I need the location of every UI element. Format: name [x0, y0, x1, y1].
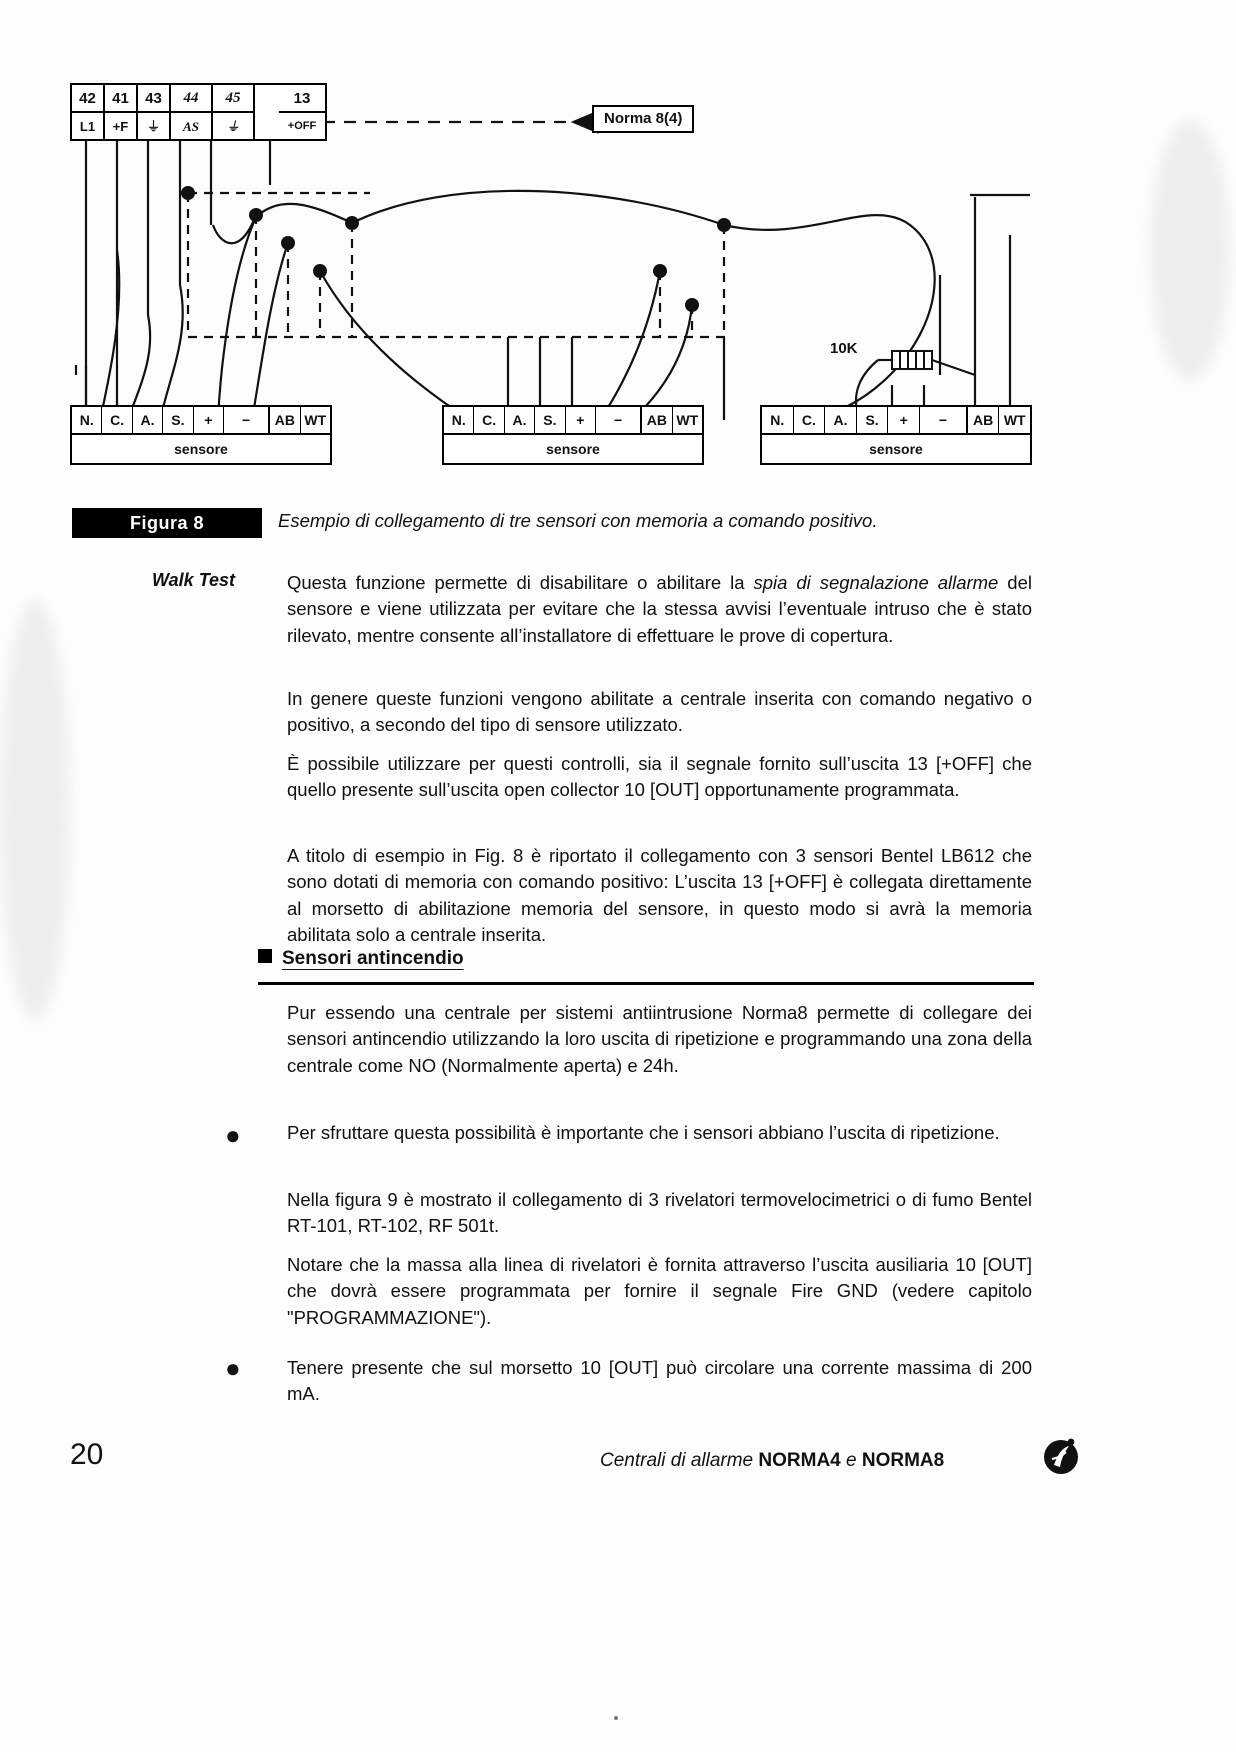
resistor-value-label: 10K [830, 340, 858, 357]
walk-test-heading: Walk Test [152, 570, 236, 590]
sensor-label: sensore [174, 441, 228, 457]
sensor-terminal-row: N. C. A. S. + − AB WT [444, 407, 702, 435]
walk-test-paragraph-3 [287, 751, 1032, 820]
ground-icon: ⏚ [226, 118, 240, 134]
sensor-block-1 [70, 405, 332, 465]
figure-8-wiring-diagram [70, 75, 1030, 475]
sensor-label: sensore [546, 441, 600, 457]
terminal-13: 13 +OFF [279, 85, 325, 139]
fire-bullet-1 [287, 1120, 1032, 1162]
control-panel-terminal-strip [70, 83, 327, 141]
scan-speck [614, 1716, 618, 1720]
figure-caption-text: Esempio di collegamento di tre sensori con memoria a comando positivo. [278, 510, 878, 531]
page-number: 20 [70, 1438, 104, 1471]
wt-p1-part-b: del sensore e viene utilizzata per evitare che la stessa avvisi l’eventuale intruso che è stato rilevato, mentre consente all’installatore di effettuare le prove di copertura. [287, 572, 1032, 646]
sensor-block-2 [442, 405, 704, 465]
fire-b2: Tenere presente che sul morsetto 10 [OUT] può circolare una corrente massima di 200 mA. [287, 1357, 1032, 1405]
walk-test-paragraph-1 [287, 570, 1032, 665]
resistor-10k-symbol [892, 351, 932, 369]
fire-p1: Pur essendo una centrale per sistemi antiintrusione Norma8 permette di collegare dei sensori antincendio utilizzando la loro uscita di ripetizione e programmando una zona della centrale come NO (Normalmente aperta) e 24h. [287, 1002, 1032, 1076]
footer-mid: e [840, 1450, 862, 1471]
wt-p1-part-a: Questa funzione permette di disabilitare o abilitare la [287, 572, 754, 593]
sensor-terminal-row: N. C. A. S. + − AB WT [762, 407, 1030, 435]
bentel-logo-icon [1040, 1434, 1082, 1476]
list-bullet-icon: ● [225, 1120, 241, 1150]
fire-b1: Per sfruttare questa possibilità è importante che i sensori abbiano l’uscita di ripetizione. [287, 1122, 1000, 1143]
walk-test-paragraph-2 [287, 686, 1032, 755]
section-divider [258, 982, 1034, 985]
fire-p2: Nella figura 9 è mostrato il collegamento di 3 rivelatori termovelocimetrici o di fumo Bentel RT-101, RT-102, RF 501t. [287, 1189, 1032, 1237]
fire-paragraph-2 [287, 1187, 1032, 1256]
terminal-42: 42 L1 [72, 85, 105, 139]
footer-brand-1: NORMA4 [758, 1450, 841, 1471]
fire-paragraph-3 [287, 1252, 1032, 1347]
scan-artifact [0, 600, 70, 1020]
wt-p2: In genere queste funzioni vengono abilitate a centrale inserita con comando negativo o positivo, a secondo del tipo di sensore utilizzato. [287, 688, 1032, 736]
fire-bullet-2 [287, 1355, 1032, 1424]
fire-paragraph-1 [287, 1000, 1032, 1095]
scan-artifact [1150, 120, 1230, 380]
footer-title [600, 1450, 944, 1472]
wt-p3: È possibile utilizzare per questi controlli, sia il segnale fornito sull’uscita 13 [+OFF] che quello presente sull’uscita open collector 10 [OUT] opportunamente programmata. [287, 753, 1032, 801]
callout-norma8: Norma 8(4) [592, 105, 694, 133]
fire-p3: Notare che la massa alla linea di rivelatori è fornita attraverso l’uscita ausiliaria 10 [OUT] che dovrà essere programmata per fornire il segnale Fire GND (vedere capitolo "PROGRAMMAZIONE"). [287, 1254, 1032, 1328]
footer-pre: Centrali di allarme [600, 1450, 759, 1471]
ground-icon: ⏚ [146, 118, 160, 134]
sensor-terminal-row: N. C. A. S. + − AB WT [72, 407, 330, 435]
wt-p4: A titolo di esempio in Fig. 8 è riportato il collegamento con 3 sensori Bentel LB612 che sono dotati di memoria con comando positivo: L’uscita 13 [+OFF] è collegata direttamente al morsetto di abilitazione memoria del sensore, in questo modo si avrà la memoria abilitata solo a centrale inserita. [287, 845, 1032, 945]
section-title: Sensori antincendio [282, 948, 464, 969]
walk-test-paragraph-4 [287, 843, 1032, 964]
wt-p1-emphasis: spia di segnalazione allarme [753, 572, 999, 593]
strip-gap [255, 85, 279, 139]
footer-brand-2: NORMA8 [861, 1450, 945, 1471]
section-heading-fire-sensors [258, 948, 1034, 970]
sensor-label: sensore [869, 441, 923, 457]
figure-caption-tag: Figura 8 [72, 508, 262, 538]
list-bullet-icon: ● [225, 1353, 241, 1383]
bullet-square-icon [258, 949, 272, 963]
terminal-45: 45 ⏚ [213, 85, 255, 139]
sensor-block-3 [760, 405, 1032, 465]
terminal-41: 41 +F [105, 85, 138, 139]
terminal-43: 43 ⏚ [138, 85, 171, 139]
terminal-44: 44 AS [171, 85, 213, 139]
